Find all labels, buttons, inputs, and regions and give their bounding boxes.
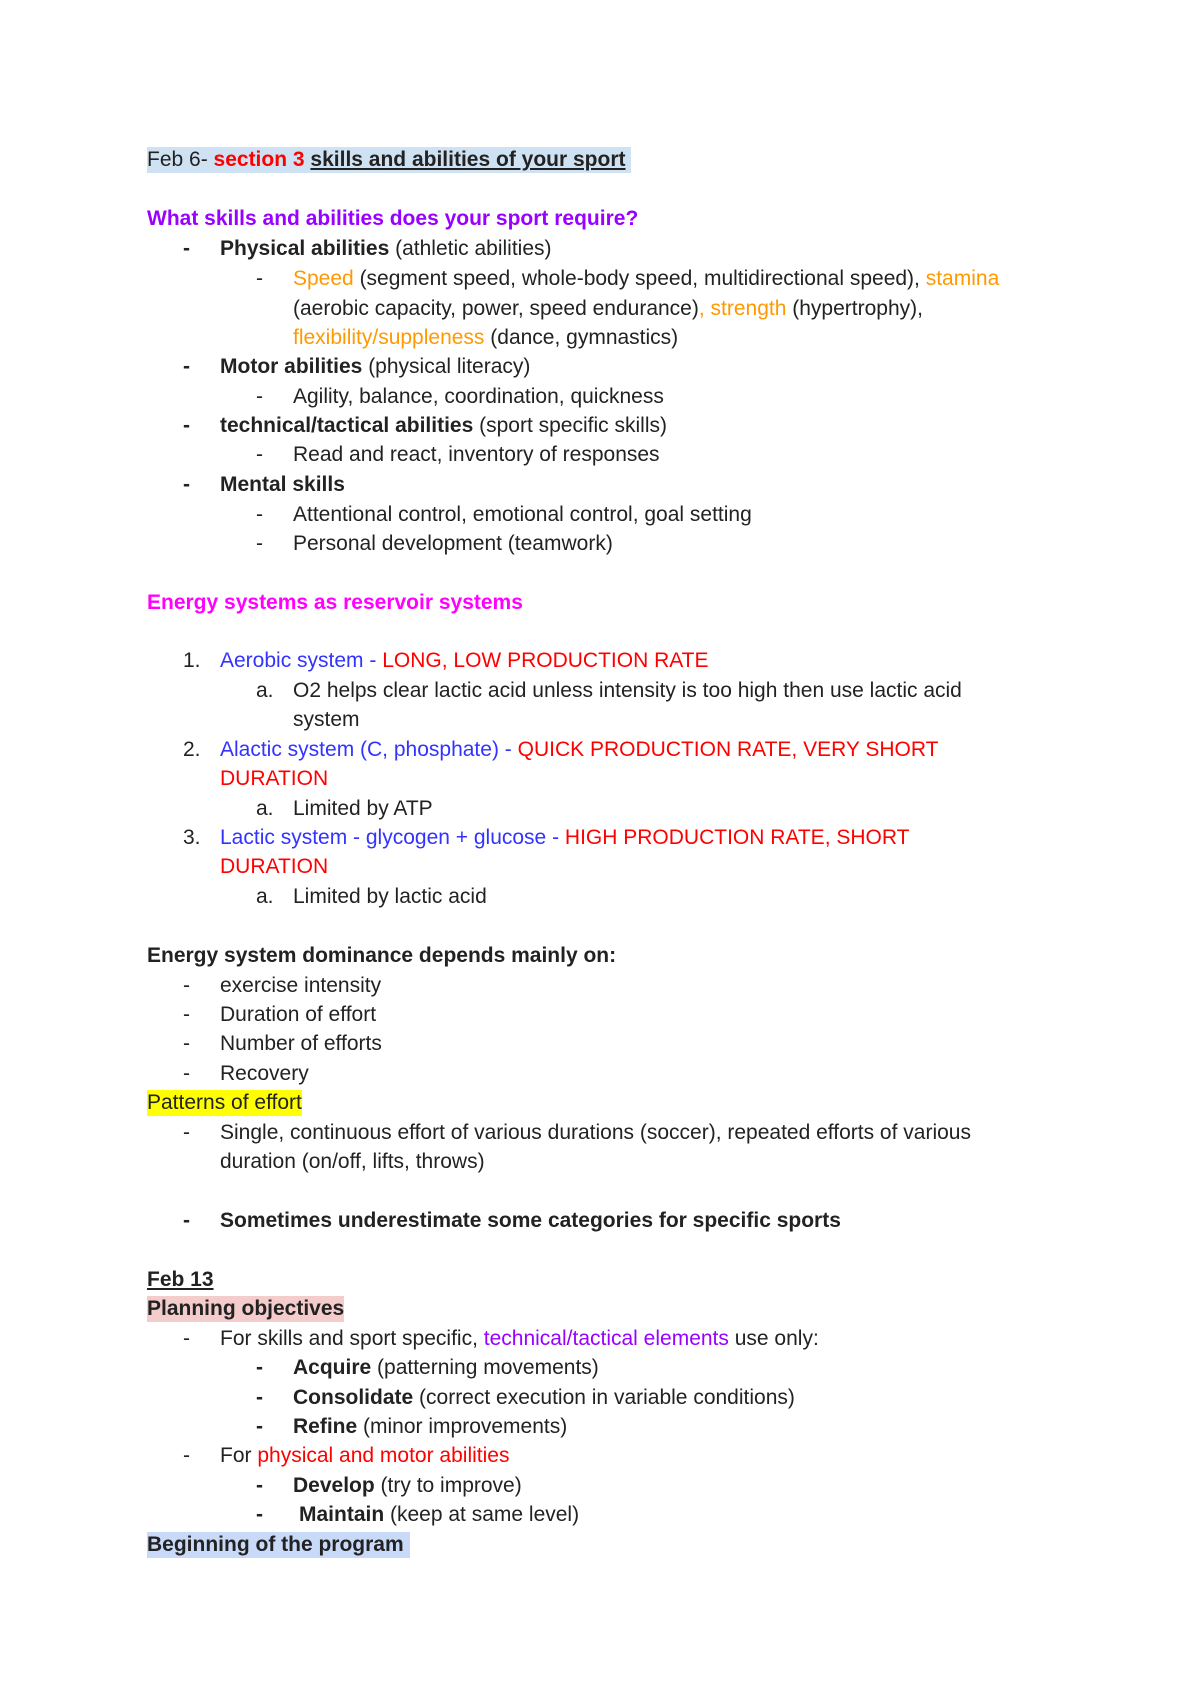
bullet-underestimate: - (183, 1209, 190, 1232)
physical-paren: (athletic abilities) (389, 237, 552, 260)
system-2-sub-letter: a. (256, 797, 274, 820)
system-2-rate: QUICK PRODUCTION RATE, VERY SHORT (517, 738, 939, 761)
consolidate-label: Consolidate (293, 1386, 414, 1409)
refine-item (293, 1414, 567, 1440)
system-1-rate: LONG, LOW PRODUCTION RATE (382, 649, 709, 672)
refine-desc: (minor improvements) (357, 1415, 568, 1438)
system-3-rate: HIGH PRODUCTION RATE, SHORT (564, 826, 910, 849)
speed-term: Speed (293, 267, 354, 290)
skills-colored: technical/tactical elements (483, 1327, 729, 1350)
planning-heading: Planning objectives (147, 1297, 345, 1320)
bullet-technical-sub: - (256, 443, 263, 466)
skills-post: use only: (728, 1327, 819, 1350)
patterns-line-1: Single, continuous effort of various durations (soccer), repeated efforts of various (220, 1121, 971, 1144)
system-3-sub-letter: a. (256, 885, 274, 908)
system-1-name: Aerobic system - (220, 649, 383, 672)
acquire-label: Acquire (293, 1356, 372, 1379)
bullet-physical-sub: - (256, 267, 263, 290)
dominance-item-1: exercise intensity (220, 974, 382, 997)
energy-heading: Energy systems as reservoir systems (147, 591, 523, 614)
develop-item (293, 1473, 522, 1499)
motor-abilities-item (220, 354, 530, 380)
maintain-item (299, 1502, 579, 1528)
header-date: Feb 6- (147, 148, 214, 171)
dominance-item-4: Recovery (220, 1062, 309, 1085)
bullet-patterns: - (183, 1121, 190, 1144)
technical-sub: Read and react, inventory of responses (293, 443, 660, 466)
acquire-desc: (patterning movements) (371, 1356, 599, 1379)
motor-label: Motor abilities (220, 355, 363, 378)
flexibility-desc: (dance, gymnastics) (484, 326, 679, 349)
bullet-acquire: - (256, 1356, 263, 1379)
speed-desc: (segment speed, whole-body speed, multidirectional speed), (353, 267, 926, 290)
header-section: section 3 (213, 148, 305, 171)
system-3-line (220, 825, 909, 851)
bullet-motor-sub: - (256, 385, 263, 408)
underestimate-note: Sometimes underestimate some categories for specific sports (220, 1209, 841, 1232)
motor-paren: (physical literacy) (362, 355, 531, 378)
mental-label: Mental skills (220, 473, 345, 496)
bullet-dominance-2: - (183, 1003, 190, 1026)
system-3-rate-cont: DURATION (220, 855, 329, 878)
system-2-line (220, 737, 938, 763)
bullet-physical-motor: - (183, 1444, 190, 1467)
strength-term: strength (710, 297, 787, 320)
system-3-name: Lactic system - glycogen + glucose - (220, 826, 565, 849)
acquire-item (293, 1355, 599, 1381)
stamina-term: stamina (925, 267, 1000, 290)
system-2-name: Alactic system (C, phosphate) - (220, 738, 518, 761)
stamina-desc: (aerobic capacity, power, speed endurance) (293, 297, 699, 320)
system-3-number: 3. (183, 826, 201, 849)
bullet-skills: - (183, 1327, 190, 1350)
system-1-line (220, 648, 709, 674)
bullet-refine: - (256, 1415, 263, 1438)
develop-desc: (try to improve) (374, 1474, 522, 1497)
bullet-develop: - (256, 1474, 263, 1497)
bullet-mental-sub-1: - (256, 503, 263, 526)
bullet-technical: - (183, 414, 190, 437)
system-2-number: 2. (183, 738, 201, 761)
technical-paren: (sport specific skills) (473, 414, 667, 437)
motor-sub: Agility, balance, coordination, quickness (293, 385, 664, 408)
bullet-maintain: - (256, 1503, 263, 1526)
mental-sub-1: Attentional control, emotional control, goal setting (293, 503, 752, 526)
bullet-physical: - (183, 237, 190, 260)
maintain-label: Maintain (299, 1503, 385, 1526)
system-1-sub-line-2: system (293, 708, 360, 731)
consolidate-desc: (correct execution in variable conditions) (413, 1386, 795, 1409)
system-2-rate-cont: DURATION (220, 767, 329, 790)
develop-label: Develop (293, 1474, 375, 1497)
bullet-consolidate: - (256, 1386, 263, 1409)
physical-label: Physical abilities (220, 237, 390, 260)
bullet-dominance-3: - (183, 1032, 190, 1055)
skills-line (220, 1326, 819, 1352)
physical-sub-line-3 (293, 325, 678, 351)
technical-label: technical/tactical abilities (220, 414, 474, 437)
section-header (147, 147, 631, 173)
refine-label: Refine (293, 1415, 358, 1438)
skills-pre: For skills and sport specific, (220, 1327, 484, 1350)
bullet-motor: - (183, 355, 190, 378)
beginning-heading (147, 1532, 410, 1558)
comma-sep: , (698, 297, 711, 320)
header-title: skills and abilities of your sport (310, 148, 626, 171)
bullet-dominance-4: - (183, 1062, 190, 1085)
bullet-dominance-1: - (183, 974, 190, 997)
patterns-line-2: duration (on/off, lifts, throws) (220, 1150, 485, 1173)
bullet-mental: - (183, 473, 190, 496)
system-3-sub-line-1: Limited by lactic acid (293, 885, 487, 908)
physical-abilities-item (220, 236, 552, 262)
beginning-text: Beginning of the program (147, 1533, 404, 1556)
physical-motor-line (220, 1443, 509, 1469)
mental-sub-2: Personal development (teamwork) (293, 532, 613, 555)
flexibility-term: flexibility/suppleness (293, 326, 485, 349)
feb13-date: Feb 13 (147, 1268, 214, 1291)
system-1-sub-line-1: O2 helps clear lactic acid unless intensity is too high then use lactic acid (293, 679, 962, 702)
strength-desc: (hypertrophy), (786, 297, 923, 320)
phys-colored: physical and motor abilities (257, 1444, 510, 1467)
dominance-item-3: Number of efforts (220, 1032, 382, 1055)
dominance-heading: Energy system dominance depends mainly on: (147, 944, 617, 967)
system-1-number: 1. (183, 649, 201, 672)
patterns-heading: Patterns of effort (147, 1091, 302, 1114)
dominance-item-2: Duration of effort (220, 1003, 377, 1026)
consolidate-item (293, 1385, 795, 1411)
question-heading: What skills and abilities does your sport require? (147, 207, 639, 230)
physical-sub-line-2 (293, 296, 923, 322)
phys-pre: For (220, 1444, 258, 1467)
system-1-sub-letter: a. (256, 679, 274, 702)
system-2-sub-line-1: Limited by ATP (293, 797, 433, 820)
physical-sub-line-1 (293, 266, 999, 292)
technical-abilities-item (220, 413, 667, 439)
maintain-desc: (keep at same level) (384, 1503, 580, 1526)
bullet-mental-sub-2: - (256, 532, 263, 555)
